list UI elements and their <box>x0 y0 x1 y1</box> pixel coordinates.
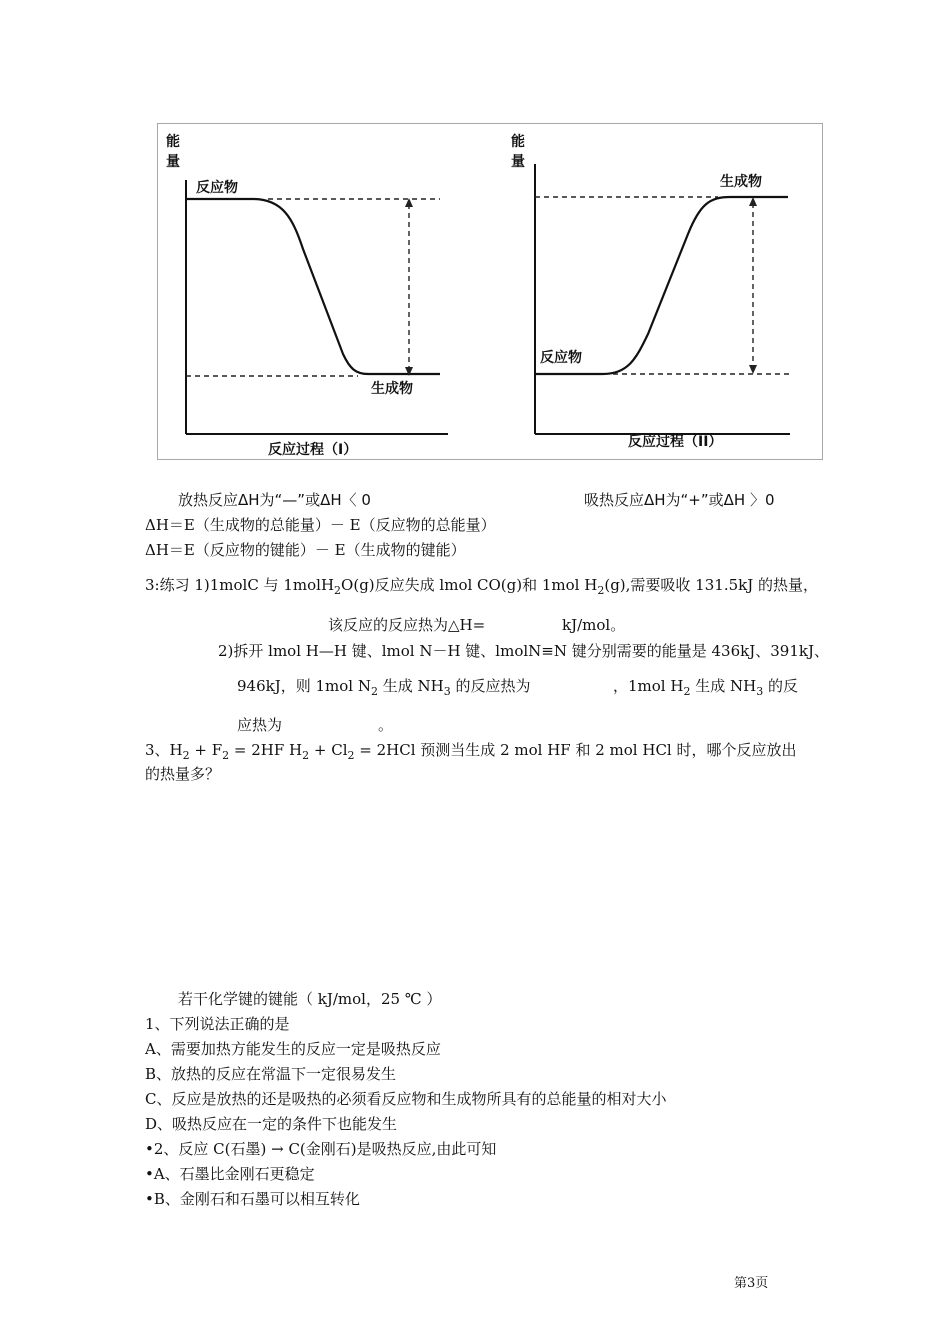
right-y-label-2: 量 <box>511 154 525 170</box>
question-2-option-a: •A、石墨比金刚石更稳定 <box>145 1165 315 1183</box>
question-1-option-b: B、放热的反应在常温下一定很易发生 <box>145 1065 397 1083</box>
left-energy-curve <box>186 199 440 374</box>
energy-diagram-figure <box>157 123 823 460</box>
exercise-2-line-1: 2)拆开 lmol H—H 键、lmol N－H 键、lmolN≡N 键分别需要的能量是 436kJ、391kJ、 <box>218 642 829 660</box>
exercise-2-line-3a: 应热为 <box>237 716 283 734</box>
exercise-2-text-f: 的反 <box>768 677 799 695</box>
bond-energy-title: 若干化学键的键能（ kJ/mol，25 ℃ ） <box>178 990 442 1008</box>
q3-text-a: 3、H <box>145 741 183 759</box>
left-reactant-label: 反应物 <box>196 180 238 196</box>
exercise-2-line-3b: 。 <box>378 716 394 734</box>
page-number: 第3页 <box>734 1276 769 1291</box>
right-arrow-head-top <box>749 197 757 206</box>
question-1: 1、下列说法正确的是 <box>145 1015 290 1033</box>
formula-bond-energy: ΔH＝E（反应物的键能）－ E（生成物的键能） <box>145 541 466 559</box>
q3-text-d: + Cl <box>309 741 348 759</box>
left-x-label: 反应过程（I） <box>268 442 358 458</box>
q3-text-b: + F <box>189 741 223 759</box>
exercise-2-text-a: 946kJ，则 1mol N <box>237 677 371 695</box>
left-product-label: 生成物 <box>371 381 413 397</box>
left-y-label-2: 量 <box>166 154 180 170</box>
question-1-option-c: C、反应是放热的还是吸热的必须看反应物和生成物所具有的总能量的相对大小 <box>145 1090 667 1108</box>
exercise-2-text-d: ，1mol H <box>613 677 684 695</box>
q3-text-c: = 2HF H <box>229 741 303 759</box>
exercise-2-line-2a: 946kJ，则 1mol $N_2$ 生成 $NH_3$ 的反应热为 <box>237 677 531 698</box>
question-3-line-1: 3、$H_2 + F_2 = 2HF$ $H_2 + Cl_2 = 2HCl$ 预测当生成 2 mol HF 和 2 mol HCl 时，哪个反应放出 <box>145 741 797 762</box>
right-y-label-1: 能 <box>511 134 525 150</box>
right-product-label: 生成物 <box>720 174 762 190</box>
formula-total-energy: ΔH＝E（生成物的总能量）－ E（反应物的总能量） <box>145 516 496 534</box>
exercise-2-text-c: 的反应热为 <box>455 677 531 695</box>
right-arrow-head-bottom <box>749 365 757 374</box>
question-2-option-b: •B、金刚石和石墨可以相互转化 <box>145 1190 360 1208</box>
exercise-2-text-e: 生成 NH <box>695 677 757 695</box>
right-x-label: 反应过程（II） <box>628 434 723 450</box>
right-reactant-label: 反应物 <box>540 350 582 366</box>
q3-text-e: = 2HCl 预测当生成 2 mol HF 和 2 mol HCl 时，哪个反应放出 <box>354 741 797 759</box>
exercise-1-answer-prompt: 该反应的反应热为△H= <box>328 616 486 634</box>
exercise-1-text-a: 3:练习 1)1molC 与 1molH <box>145 576 335 594</box>
question-1-option-a: A、需要加热方能发生的反应一定是吸热反应 <box>145 1040 441 1058</box>
right-energy-curve <box>535 197 788 374</box>
exercise-2-text-b: 生成 NH <box>382 677 444 695</box>
exercise-2-line-2b: ，1mol $H_2$ 生成 $NH_3$ 的反 <box>613 677 799 698</box>
exothermic-rule: 放热反应ΔH为“—”或ΔH〈 0 <box>178 491 371 509</box>
energy-diagrams-svg <box>158 124 822 459</box>
question-1-option-d: D、吸热反应在一定的条件下也能发生 <box>145 1115 398 1133</box>
question-2: •2、反应 C(石墨) → C(金刚石)是吸热反应,由此可知 <box>145 1140 497 1158</box>
exercise-1-text-b: O(g)反应失成 lmol CO(g)和 1mol H <box>341 576 598 594</box>
left-y-label-1: 能 <box>166 134 180 150</box>
endothermic-rule: 吸热反应ΔH为“+”或ΔH 〉0 <box>584 491 775 509</box>
exercise-1-line-1: 3:练习 1)1molC 与 1molH$_2$O(g)反应失成 lmol CO(g)和 1mol $H_2(g)$,需要吸收 131.5kJ 的热量， <box>145 576 818 597</box>
exercise-1-text-c: (g),需要吸收 131.5kJ 的热量， <box>604 576 818 594</box>
question-3-line-2: 的热量多？ <box>145 765 221 783</box>
exercise-1-unit: kJ/mol。 <box>562 616 626 634</box>
